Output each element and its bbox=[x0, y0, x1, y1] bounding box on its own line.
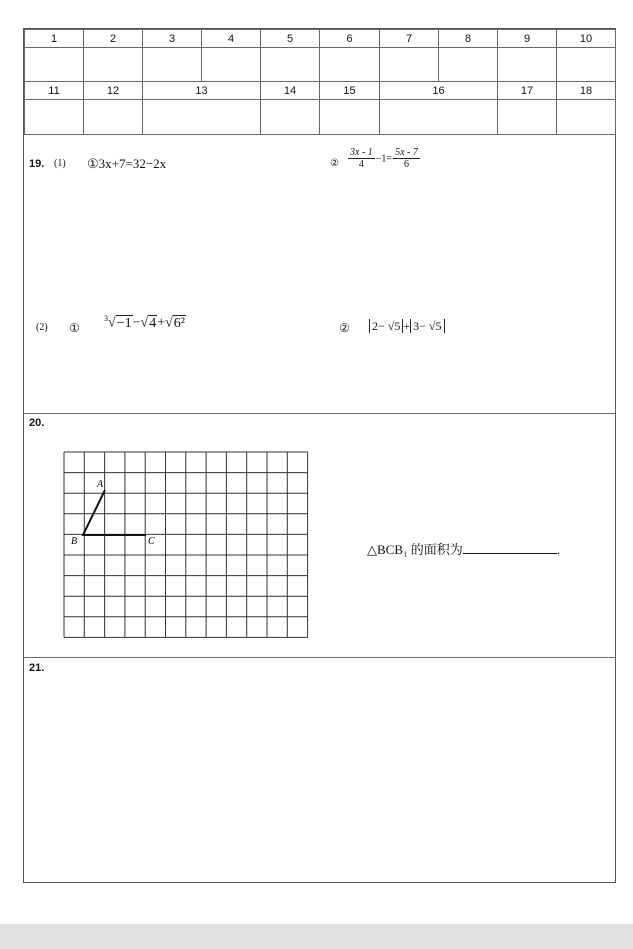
answer-cell[interactable] bbox=[498, 48, 557, 82]
answer-cell[interactable] bbox=[202, 48, 261, 82]
question-19-part-1-equation-2 bbox=[347, 147, 421, 170]
question-number: 12 bbox=[84, 82, 143, 100]
answer-grid-answer-row-1 bbox=[25, 48, 616, 82]
question-19-part-2-equation-2-marker: ② bbox=[339, 321, 350, 335]
question-19-part-2-equation-1-marker: ① bbox=[69, 321, 80, 335]
question-number: 6 bbox=[320, 30, 380, 48]
radicand: 4 bbox=[149, 315, 157, 331]
question-number: 3 bbox=[143, 30, 202, 48]
answer-cell[interactable] bbox=[25, 48, 84, 82]
answer-cell[interactable] bbox=[261, 100, 320, 135]
answer-cell[interactable] bbox=[84, 100, 143, 135]
answer-cell[interactable] bbox=[261, 48, 320, 82]
question-number: 2 bbox=[84, 30, 143, 48]
question-number: 14 bbox=[261, 82, 320, 100]
question-number: 5 bbox=[261, 30, 320, 48]
answer-cell[interactable] bbox=[380, 100, 498, 135]
equation-operator: + bbox=[403, 319, 411, 333]
question-number: 8 bbox=[439, 30, 498, 48]
question-number: 1 bbox=[25, 30, 84, 48]
radicand: −1 bbox=[116, 315, 132, 331]
equation-operator: − bbox=[132, 315, 141, 331]
answer-cell[interactable] bbox=[557, 48, 616, 82]
coordinate-grid-figure bbox=[63, 451, 309, 638]
question-number: 18 bbox=[557, 82, 616, 100]
answer-cell[interactable] bbox=[557, 100, 616, 135]
question-19-label: 19. bbox=[29, 158, 45, 170]
area-prompt: △BCB₁ 的面积为 bbox=[367, 542, 463, 557]
point-a-label: A bbox=[97, 479, 104, 490]
triangle-abc bbox=[83, 490, 146, 535]
answer-grid-header-row-1 bbox=[25, 30, 616, 48]
absolute-value: 2− √5 bbox=[369, 319, 403, 333]
question-number: 10 bbox=[557, 30, 616, 48]
fraction-numerator: 3x - 1 bbox=[350, 147, 373, 158]
answer-grid-header-row-2 bbox=[25, 82, 616, 100]
answer-cell[interactable] bbox=[498, 100, 557, 135]
question-number: 11 bbox=[25, 82, 84, 100]
question-number: 17 bbox=[498, 82, 557, 100]
answer-cell[interactable] bbox=[143, 48, 202, 82]
question-21-label: 21. bbox=[29, 662, 45, 674]
answer-cell[interactable] bbox=[143, 100, 261, 135]
answer-cell[interactable] bbox=[25, 100, 84, 135]
point-b-label: B bbox=[71, 536, 78, 547]
question-19-part-1-label: (1) bbox=[54, 158, 66, 169]
fraction-numerator: 5x - 7 bbox=[395, 147, 418, 158]
footer-bar bbox=[0, 924, 633, 949]
answer-sheet bbox=[23, 28, 616, 883]
area-question bbox=[367, 539, 560, 558]
answer-cell[interactable] bbox=[320, 100, 380, 135]
question-19-part-2-equation-1: $^3$√−1−√4+√6² bbox=[104, 314, 185, 331]
answer-cell[interactable] bbox=[439, 48, 498, 82]
answer-grid bbox=[24, 29, 616, 135]
equation-operator: + bbox=[157, 315, 166, 331]
question-19-part-2-label: (2) bbox=[36, 322, 48, 333]
answer-grid-answer-row-2 bbox=[25, 100, 616, 135]
question-number: 7 bbox=[380, 30, 439, 48]
section-divider bbox=[24, 413, 615, 414]
equation-operator: −1= bbox=[375, 153, 393, 165]
fraction-denominator: 4 bbox=[358, 159, 364, 170]
radical-index: 3 bbox=[104, 314, 108, 323]
absolute-value: 3− √5 bbox=[410, 319, 444, 333]
question-20-label: 20. bbox=[29, 417, 45, 429]
question-number: 4 bbox=[202, 30, 261, 48]
answer-cell[interactable] bbox=[380, 48, 439, 82]
question-number: 16 bbox=[380, 82, 498, 100]
blank-end-mark: . bbox=[556, 542, 561, 557]
answer-cell[interactable] bbox=[84, 48, 143, 82]
question-number: 13 bbox=[143, 82, 261, 100]
question-19-part-1-equation-2-marker: ② bbox=[330, 158, 339, 169]
answer-cell[interactable] bbox=[320, 48, 380, 82]
fraction-denominator: 6 bbox=[403, 159, 409, 170]
section-divider bbox=[24, 657, 615, 658]
question-number: 15 bbox=[320, 82, 380, 100]
question-number: 9 bbox=[498, 30, 557, 48]
question-19-part-2-equation-2 bbox=[369, 319, 445, 334]
radicand: 6² bbox=[173, 315, 185, 331]
point-c-label: C bbox=[148, 536, 155, 547]
question-19-part-1-equation-1: ①3x+7=32−2x bbox=[87, 156, 167, 171]
answer-blank[interactable] bbox=[463, 541, 557, 554]
